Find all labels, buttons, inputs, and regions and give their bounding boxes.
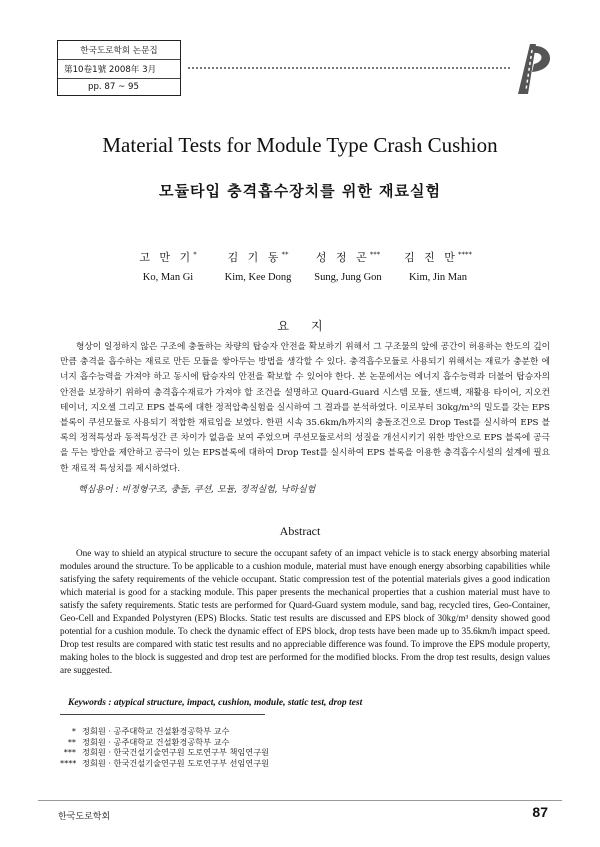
keywords-ko: 핵심용어 : 비정형구조, 충돌, 쿠션, 모듈, 정적실험, 낙하실험 <box>78 485 316 495</box>
author-name-en: Sung, Jung Gon <box>314 272 382 283</box>
footnote-rule <box>60 714 265 715</box>
author-name-en: Kim, Kee Dong <box>224 272 292 283</box>
author-footnotes <box>60 726 269 768</box>
abstract-en: One way to shield an atypical structure to secure the occupant safety of an impact vehicle is to stack energy absorbing material modules around the structure. To be applicable to a cushion module, material must have enough energy absorbing capabilities while satisfying the safety requirements of the vehicle occupant. Static compression test of the potential materials gives a good indication which material is good for a stacking module. This paper presents the mechanical properties that a cushion material must have to satisfy the safety requirements. Static tests are performed for Quard-Guard system module, sand bag, recycled tires, Geo-Container, Geo-Cell and Expanded Polystyren (EPS) Blocks. Static test results are discussed and EPS block of 30kg/m³ density showed good potential for a cushion module. To check the dynamic effect of EPS block, drop tests have been made up to 35.6km/h impact speed. Drop test results are compared with static test results and no appreciable difference was found. To improve the EPS module property, making holes to the block is suggested and drop test are performed for the modified blocks. From the drop test results, design values are suggested. <box>60 548 550 675</box>
paper-title-ko: 모듈타입 충격흡수장치를 위한 재료실험 <box>159 182 441 200</box>
author-mark: * <box>193 250 197 259</box>
author-4 <box>388 249 488 283</box>
page-number: 87 <box>532 804 548 820</box>
abstract-ko-heading: 요지 <box>277 319 345 333</box>
author-mark: *** <box>369 250 381 259</box>
footnote: ** 정회원 · 공주대학교 건설환경공학부 교수 <box>67 736 230 747</box>
journal-name: 한국도로학회 논문집 <box>58 41 180 60</box>
author-name-ko: 김 진 만 <box>404 251 458 264</box>
road-p-logo-icon <box>512 40 556 96</box>
author-name-en: Kim, Jin Man <box>408 272 468 283</box>
journal-pages: pp. 87 ~ 95 <box>88 82 139 92</box>
footer-rule <box>38 800 562 801</box>
author-name-ko: 고 만 기 <box>139 251 194 264</box>
keywords-en: Keywords : atypical structure, impact, cushion, module, static test, drop test <box>68 698 363 708</box>
abstract-en-heading: Abstract <box>279 524 321 538</box>
footnote: **** 정회원 · 한국건설기술연구원 도로연구부 선임연구원 <box>60 757 270 768</box>
header-dotted-rule <box>188 67 510 69</box>
author-mark: **** <box>457 250 472 259</box>
footnote: *** 정회원 · 한국건설기술연구원 도로연구부 책임연구원 <box>63 747 270 757</box>
author-name-ko: 성 정 곤 <box>315 251 370 264</box>
abstract-ko: 형상이 일정하지 않은 구조에 충돌하는 차량의 탑승자 안전을 확보하기 위해서 그 구조물의 앞에 공간이 허용하는 한도의 깊이만큼 충격을 흡수하는 재료로 만든 모듈을 쌓아두는 방법을 생각할 수 있다. 충격흡수모듈로 사용되기 위해서는 재료가 충분한 에너지 흡수능력을 가져야 하고 동시에 탑승자의 안전을 확보할 수 있어야 한다. 본 논문에서는 에너지 흡수능력과 더불어 탑승자의 안전을 보장하기 위하여 충격흡수재료가 가져야 할 조건을 설명하고 Quard-Guard 시스템 모듈, 샌드백, 재활용 타이어, 지오컨테이너, 지오셀 그리고 EPS 블록에 대한 정적압축실험을 실시하여 그 결과를 분석하였다. 이로부터 30kg/m³의 밀도를 갖는 EPS 블록이 쿠션모듈로 사용되기 적합한 재료임을 보였다. 한편 시속 35.6km/h까지의 충돌조건으로 Drop Test를 실시하여 EPS 블록의 정적특성과 동적특성간 큰 차이가 없음을 보여 주었으며 쿠션모듈로서의 성질을 개선시키기 위한 방안으로 EPS 블록에 공극을 두는 방안을 제안하고 공극이 있는 EPS블록에 대하여 Drop Test를 실시하여 EPS 블록을 이용한 충격흡수시설의 설계에 필요한 재료적 특성치를 제시하였다. <box>60 342 550 474</box>
footer-publisher: 한국도로학회 <box>58 812 111 822</box>
author-2 <box>208 249 308 283</box>
paper-title-en: Material Tests for Module Type Crash Cushion <box>102 133 498 157</box>
author-3 <box>298 249 398 283</box>
journal-info-box <box>57 40 181 96</box>
footnote: * 정회원 · 공주대학교 건설환경공학부 교수 <box>71 726 230 736</box>
author-mark: ** <box>281 250 289 259</box>
author-1 <box>118 249 218 283</box>
author-name-en: Ko, Man Gi <box>142 272 194 283</box>
journal-volume: 第10卷1號 2008年 3月 <box>58 60 180 79</box>
author-name-ko: 김 기 동 <box>227 251 282 264</box>
